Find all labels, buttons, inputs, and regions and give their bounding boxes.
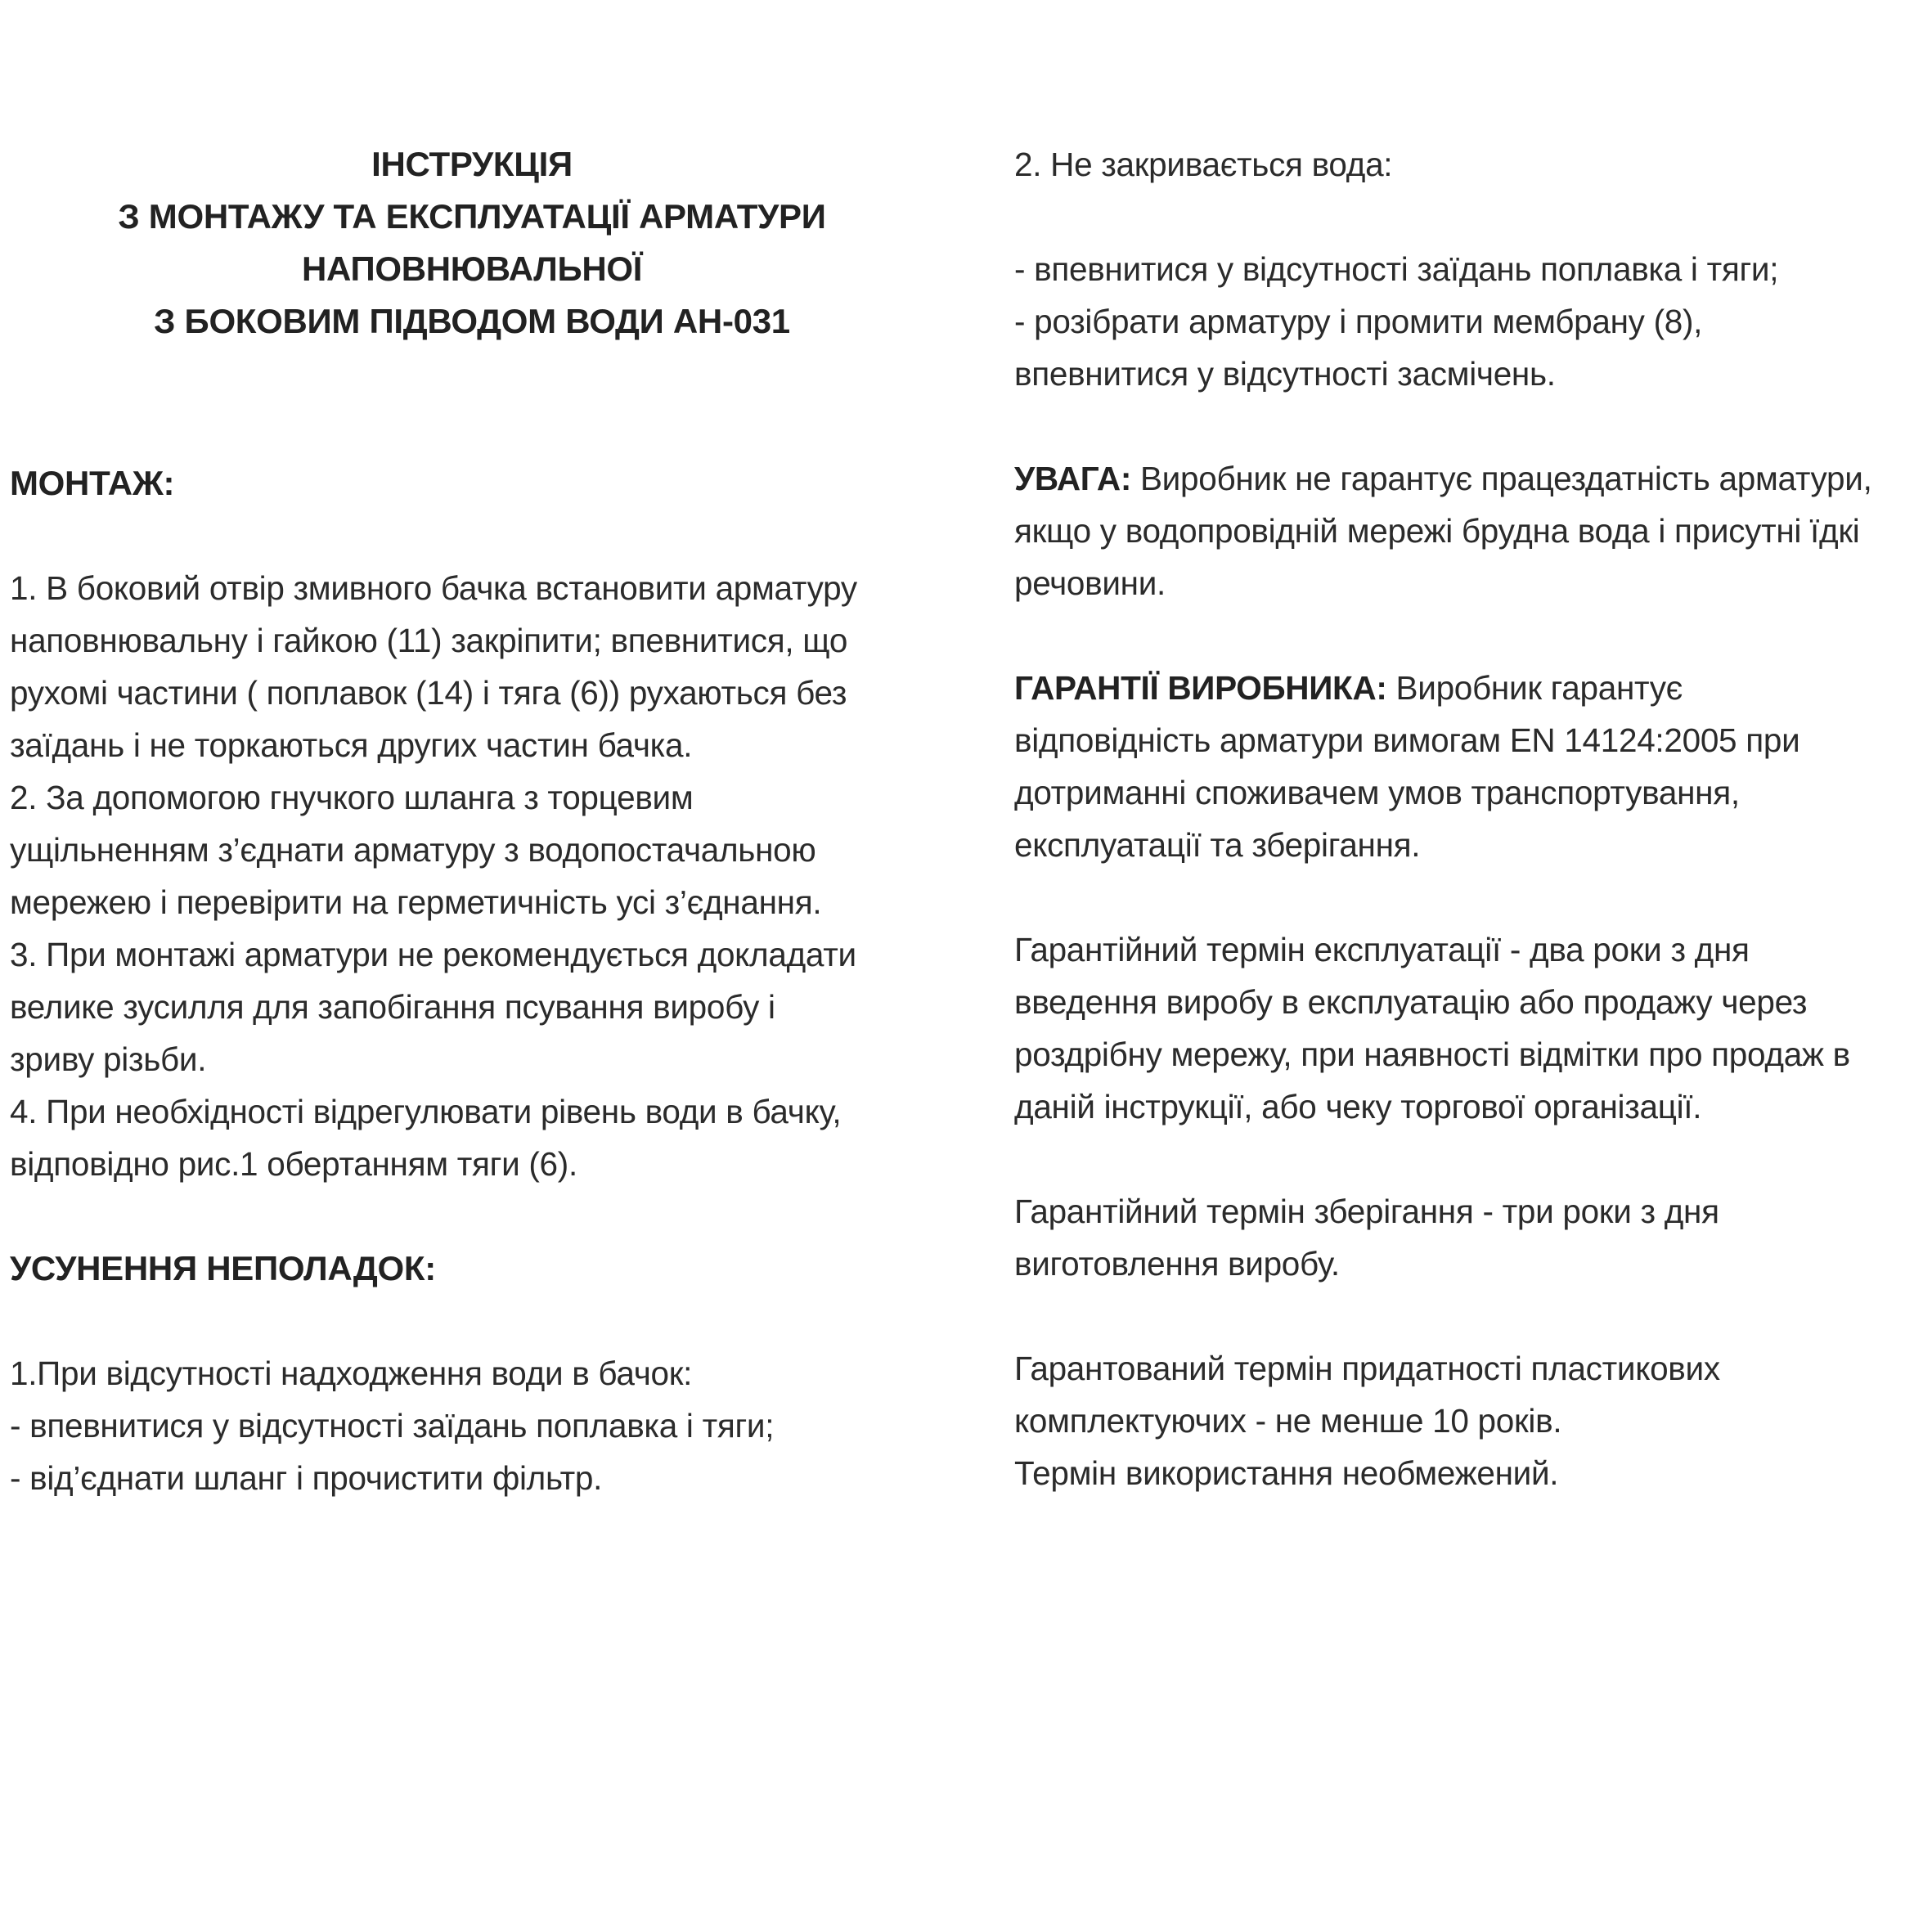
troubleshooting-line: 1.При відсутності надходження води в бачок:	[10, 1355, 693, 1392]
document-title-line-4: З БОКОВИМ ПІДВОДОМ ВОДИ АН-031	[154, 302, 790, 340]
guarantee-label: ГАРАНТІЇ ВИРОБНИКА:	[1014, 669, 1387, 707]
guarantee-line: відповідність арматури вимогам EN 14124:2005 при	[1014, 721, 1800, 759]
warning-label: УВАГА:	[1014, 460, 1132, 497]
warning-line: якщо у водопровідній мережі брудна вода і присутні їдкі	[1014, 512, 1860, 550]
storage-term-line: Гарантійний термін зберігання - три роки з дня	[1014, 1193, 1719, 1230]
montage-line: рухомі частини ( поплавок (14) і тяга (6)) рухаються без	[10, 674, 847, 712]
troubleshooting-heading: УСУНЕННЯ НЕПОЛАДОК:	[10, 1249, 436, 1287]
storage-term-line: виготовлення виробу.	[1014, 1245, 1340, 1283]
document-title-line-3: НАПОВНЮВАЛЬНОЇ	[301, 249, 643, 288]
montage-line: наповнювальну і гайкою (11) закріпити; впевнитися, що	[10, 622, 848, 659]
troubleshooting-line: - від’єднати шланг і прочистити фільтр.	[10, 1459, 603, 1497]
montage-heading: МОНТАЖ:	[10, 464, 175, 502]
plastic-term-line: Гарантований термін придатності пластикових	[1014, 1350, 1720, 1387]
montage-line: 4. При необхідності відрегулювати рівень води в бачку,	[10, 1093, 842, 1130]
montage-line: заїдань і не торкаються других частин бачка.	[10, 726, 693, 764]
operation-term-line: Гарантійний термін експлуатації - два роки з дня	[1014, 931, 1750, 968]
troubleshooting-item2-line: - розібрати арматуру і промити мембрану (8),	[1014, 303, 1703, 340]
montage-line: 2. За допомогою гнучкого шланга з торцевим	[10, 779, 694, 816]
troubleshooting-item2-line: впевнитися у відсутності засмічень.	[1014, 355, 1556, 393]
guarantee-line: експлуатації та зберігання.	[1014, 826, 1421, 864]
operation-term-line: роздрібну мережу, при наявності відмітки про продаж в	[1014, 1036, 1850, 1073]
montage-line: 3. При монтажі арматури не рекомендується докладати	[10, 936, 856, 973]
troubleshooting-item2-heading: 2. Не закривається вода:	[1014, 146, 1393, 183]
montage-line: 1. В боковий отвір змивного бачка встановити арматуру	[10, 569, 857, 607]
plastic-term-line: комплектуючих - не менше 10 років.	[1014, 1402, 1562, 1440]
montage-line: велике зусилля для запобігання псування виробу і	[10, 988, 775, 1026]
warning-paragraph-line-1	[1014, 452, 1872, 505]
guarantee-paragraph-line-1	[1014, 662, 1683, 714]
document-title-line-2: З МОНТАЖУ ТА ЕКСПЛУАТАЦІЇ АРМАТУРИ	[118, 197, 826, 236]
plastic-term-line: Термін використання необмежений.	[1014, 1454, 1559, 1492]
troubleshooting-item2-line: - впевнитися у відсутності заїдань поплавка і тяги;	[1014, 250, 1779, 288]
montage-line: відповідно рис.1 обертанням тяги (6).	[10, 1145, 577, 1183]
operation-term-line: даній інструкції, або чеку торгової організації.	[1014, 1088, 1702, 1126]
guarantee-text: Виробник гарантує	[1386, 669, 1683, 707]
montage-line: зриву різьби.	[10, 1040, 207, 1078]
guarantee-line: дотриманні споживачем умов транспортування,	[1014, 774, 1740, 811]
operation-term-line: введення виробу в експлуатацію або продажу через	[1014, 983, 1808, 1021]
warning-text: Виробник не гарантує працездатність арматури,	[1131, 460, 1872, 497]
document-title-line-1: ІНСТРУКЦІЯ	[371, 145, 573, 183]
warning-line: речовини.	[1014, 564, 1166, 602]
montage-line: ущільненням з’єднати арматуру з водопостачальною	[10, 831, 816, 869]
montage-line: мережею і перевірити на герметичність усі з’єднання.	[10, 883, 822, 921]
troubleshooting-line: - впевнитися у відсутності заїдань поплавка і тяги;	[10, 1407, 775, 1445]
